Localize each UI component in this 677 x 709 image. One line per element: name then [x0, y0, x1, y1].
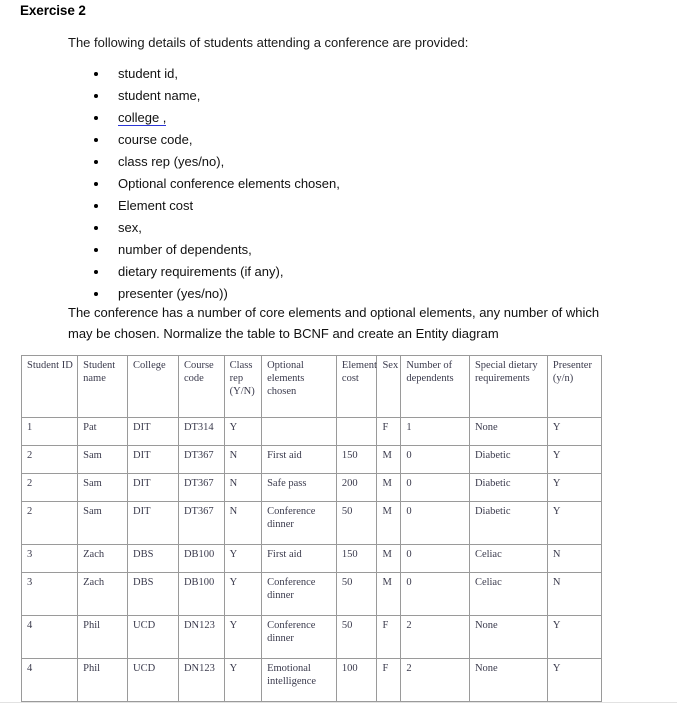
table-cell: None: [469, 659, 547, 702]
list-item-label: student id,: [118, 66, 178, 81]
table-cell: M: [377, 545, 401, 573]
table-cell: DT367: [178, 502, 224, 545]
table-cell: DB100: [178, 573, 224, 616]
table-cell: Diabetic: [469, 446, 547, 474]
table-cell: Safe pass: [262, 474, 337, 502]
table-cell: DIT: [128, 502, 179, 545]
list-item: [68, 173, 628, 195]
table-cell: 50: [336, 573, 377, 616]
table-cell: M: [377, 474, 401, 502]
closing-paragraph: The conference has a number of core elements and optional elements, any number of which may be chosen. Normalize the table to BCNF and create an Entity diagram: [68, 305, 600, 341]
table-cell: Y: [547, 418, 601, 446]
table-row: [22, 418, 602, 446]
table-cell: Zach: [78, 573, 128, 616]
table-cell: First aid: [262, 545, 337, 573]
table-cell: DT367: [178, 446, 224, 474]
table-cell: M: [377, 573, 401, 616]
table-cell: 200: [336, 474, 377, 502]
table-cell: M: [377, 446, 401, 474]
list-item-label: class rep (yes/no),: [118, 154, 225, 169]
table-row: [22, 502, 602, 545]
table-cell: DIT: [128, 474, 179, 502]
table-column-header: Course code: [178, 356, 224, 418]
list-item-label: course code,: [118, 132, 193, 147]
table-cell: Y: [224, 616, 261, 659]
list-item: [68, 85, 628, 107]
bullet-dot-icon: [94, 292, 98, 296]
students-conference-table: [21, 355, 602, 702]
list-item: [68, 239, 628, 261]
table-cell: 2: [22, 474, 78, 502]
table-row: [22, 446, 602, 474]
table-cell: Y: [224, 659, 261, 702]
table-cell: F: [377, 659, 401, 702]
table-cell: 1: [401, 418, 470, 446]
bullet-dot-icon: [94, 226, 98, 230]
table-cell: 150: [336, 545, 377, 573]
list-item: [68, 151, 628, 173]
intro-paragraph: The following details of students attending a conference are provided:: [68, 35, 469, 50]
table-header: [22, 356, 602, 418]
table-cell: 50: [336, 616, 377, 659]
table-cell: DBS: [128, 573, 179, 616]
table-cell: DN123: [178, 659, 224, 702]
bullet-dot-icon: [94, 94, 98, 98]
list-item: [68, 107, 628, 129]
table-cell: Conference dinner: [262, 502, 337, 545]
table-cell: Conference dinner: [262, 573, 337, 616]
table-cell: 0: [401, 446, 470, 474]
table-row: [22, 616, 602, 659]
list-item-label: number of dependents,: [118, 242, 252, 257]
table-cell: UCD: [128, 616, 179, 659]
table-cell: DIT: [128, 446, 179, 474]
table-cell: F: [377, 616, 401, 659]
table-column-header: College: [128, 356, 179, 418]
table-cell: Y: [547, 502, 601, 545]
table-column-header: Optional elements chosen: [262, 356, 337, 418]
table-cell: 150: [336, 446, 377, 474]
table-cell: F: [377, 418, 401, 446]
list-item: [68, 195, 628, 217]
table-cell: Emotional intelligence: [262, 659, 337, 702]
table-cell: 50: [336, 502, 377, 545]
requirements-bullet-list: [68, 63, 628, 305]
table-cell: 0: [401, 573, 470, 616]
list-item-label: dietary requirements (if any),: [118, 264, 284, 279]
table-cell: Sam: [78, 502, 128, 545]
page-title: Exercise 2: [20, 3, 86, 18]
bullet-dot-icon: [94, 138, 98, 142]
list-item: [68, 129, 628, 151]
page-bottom-divider: [0, 702, 677, 703]
table-column-header: Sex: [377, 356, 401, 418]
table-cell: Pat: [78, 418, 128, 446]
table-cell: N: [224, 474, 261, 502]
list-item: [68, 261, 628, 283]
list-item-label: presenter (yes/no)): [118, 286, 228, 301]
table-column-header: Class rep (Y/N): [224, 356, 261, 418]
table-cell: 2: [401, 659, 470, 702]
table-cell: M: [377, 502, 401, 545]
list-item-label: Optional conference elements chosen,: [118, 176, 340, 191]
table-cell: 4: [22, 659, 78, 702]
table-cell: UCD: [128, 659, 179, 702]
table-cell: 3: [22, 545, 78, 573]
table-cell: 0: [401, 545, 470, 573]
list-item-label[interactable]: college ,: [118, 110, 167, 125]
table-cell: Zach: [78, 545, 128, 573]
table-cell: Phil: [78, 616, 128, 659]
list-item-label: Element cost: [118, 198, 194, 213]
list-item: [68, 63, 628, 85]
bullet-dot-icon: [94, 270, 98, 274]
table-cell: Y: [547, 616, 601, 659]
table-cell: N: [224, 502, 261, 545]
table-cell: 0: [401, 502, 470, 545]
table-cell: Diabetic: [469, 474, 547, 502]
table-cell: N: [547, 545, 601, 573]
table-cell: [336, 418, 377, 446]
table-column-header: Student ID: [22, 356, 78, 418]
table-cell: Y: [547, 474, 601, 502]
table-column-header: Number of dependents: [401, 356, 470, 418]
list-item-label: student name,: [118, 88, 201, 103]
table-cell: Phil: [78, 659, 128, 702]
table-cell: 3: [22, 573, 78, 616]
table-cell: First aid: [262, 446, 337, 474]
table-cell: Diabetic: [469, 502, 547, 545]
table-column-header: Special dietary requirements: [469, 356, 547, 418]
table-cell: 2: [401, 616, 470, 659]
table-cell: Y: [547, 659, 601, 702]
table-cell: DT314: [178, 418, 224, 446]
table-cell: N: [547, 573, 601, 616]
table-body: [22, 418, 602, 702]
table-cell: DB100: [178, 545, 224, 573]
table-cell: 0: [401, 474, 470, 502]
table-row: [22, 659, 602, 702]
list-item: [68, 217, 628, 239]
list-item-label: sex,: [118, 220, 142, 235]
table-cell: DT367: [178, 474, 224, 502]
table-cell: Conference dinner: [262, 616, 337, 659]
table-header-row: [22, 356, 602, 418]
table-cell: DIT: [128, 418, 179, 446]
table-cell: Celiac: [469, 545, 547, 573]
table-cell: Y: [547, 446, 601, 474]
bullet-dot-icon: [94, 116, 98, 120]
table-cell: DN123: [178, 616, 224, 659]
table-cell: 4: [22, 616, 78, 659]
table-cell: Celiac: [469, 573, 547, 616]
table-cell: 2: [22, 446, 78, 474]
table-cell: N: [224, 446, 261, 474]
table-column-header: Student name: [78, 356, 128, 418]
table-cell: 2: [22, 502, 78, 545]
table-row: [22, 474, 602, 502]
table-cell: Sam: [78, 446, 128, 474]
bullet-dot-icon: [94, 160, 98, 164]
table-cell: Y: [224, 418, 261, 446]
bullet-dot-icon: [94, 182, 98, 186]
table-cell: None: [469, 418, 547, 446]
table-cell: 100: [336, 659, 377, 702]
bullet-dot-icon: [94, 248, 98, 252]
table-cell: Y: [224, 545, 261, 573]
bullet-dot-icon: [94, 204, 98, 208]
table-row: [22, 573, 602, 616]
table-column-header: Element cost: [336, 356, 377, 418]
table-row: [22, 545, 602, 573]
bullet-dot-icon: [94, 72, 98, 76]
table-cell: Sam: [78, 474, 128, 502]
table-cell: [262, 418, 337, 446]
table-column-header: Presenter (y/n): [547, 356, 601, 418]
table-cell: None: [469, 616, 547, 659]
table-cell: DBS: [128, 545, 179, 573]
table-cell: 1: [22, 418, 78, 446]
table-cell: Y: [224, 573, 261, 616]
